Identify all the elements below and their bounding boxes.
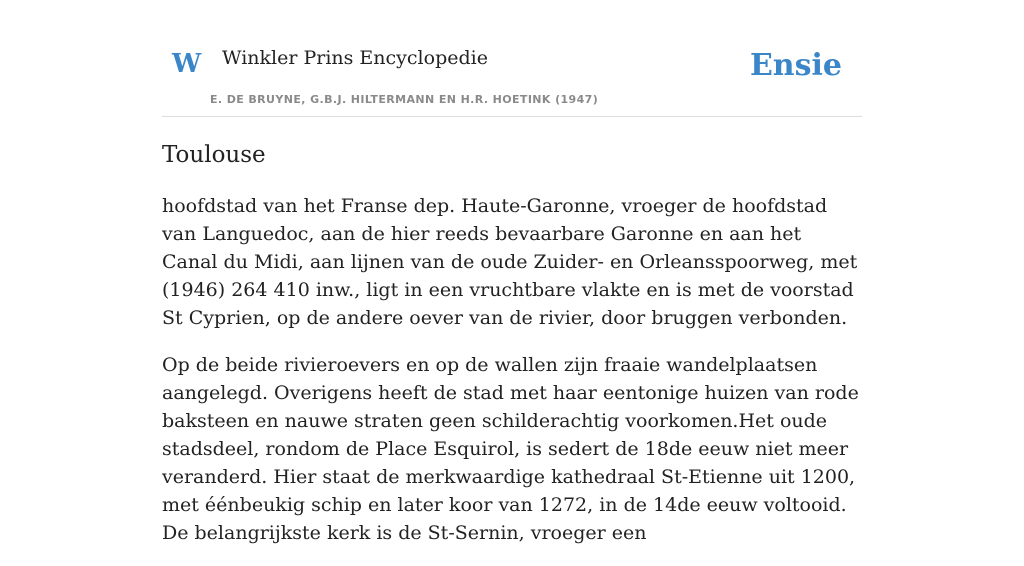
source-logo[interactable]: W	[172, 49, 202, 79]
source-authors: E. DE BRUYNE, G.B.J. HILTERMANN EN H.R. HOETINK (1947)	[210, 93, 599, 106]
article-paragraph: Op de beide rivieroevers en op de wallen zijn fraaie wandelplaatsen aangelegd. Overigens heeft de stad met haar eentonige huizen van rode baksteen en nauwe straten geen schilderachtig voorkomen.Het oude stadsdeel, rondom de Place Esquirol, is sedert de 18de eeuw niet meer veranderd. Hier staat de merkwaardige kathedraal St-Etienne uit 1200, met éénbeukig schip en later koor van 1272, in de 14de eeuw voltooid. De belangrijkste kerk is de St-Sernin, vroeger een	[162, 354, 859, 544]
article-title: Toulouse	[162, 142, 266, 168]
page-container	[162, 0, 862, 544]
source-header	[162, 0, 862, 117]
article-paragraph: hoofdstad van het Franse dep. Haute-Garonne, vroeger de hoofdstad van Languedoc, aan de hier reeds bevaarbare Garonne en aan het Canal du Midi, aan lijnen van de oude Zuider- en Orleansspoorweg, met (1946) 264 410 inw., ligt in een vruchtbare vlakte en is met de voorstad St Cyprien, op de andere oever van de rivier, door bruggen verbonden.	[162, 195, 858, 329]
ensie-logo[interactable]: Ensie	[749, 48, 842, 83]
article-body	[162, 192, 862, 566]
source-title-link[interactable]: Winkler Prins Encyclopedie	[222, 47, 488, 69]
